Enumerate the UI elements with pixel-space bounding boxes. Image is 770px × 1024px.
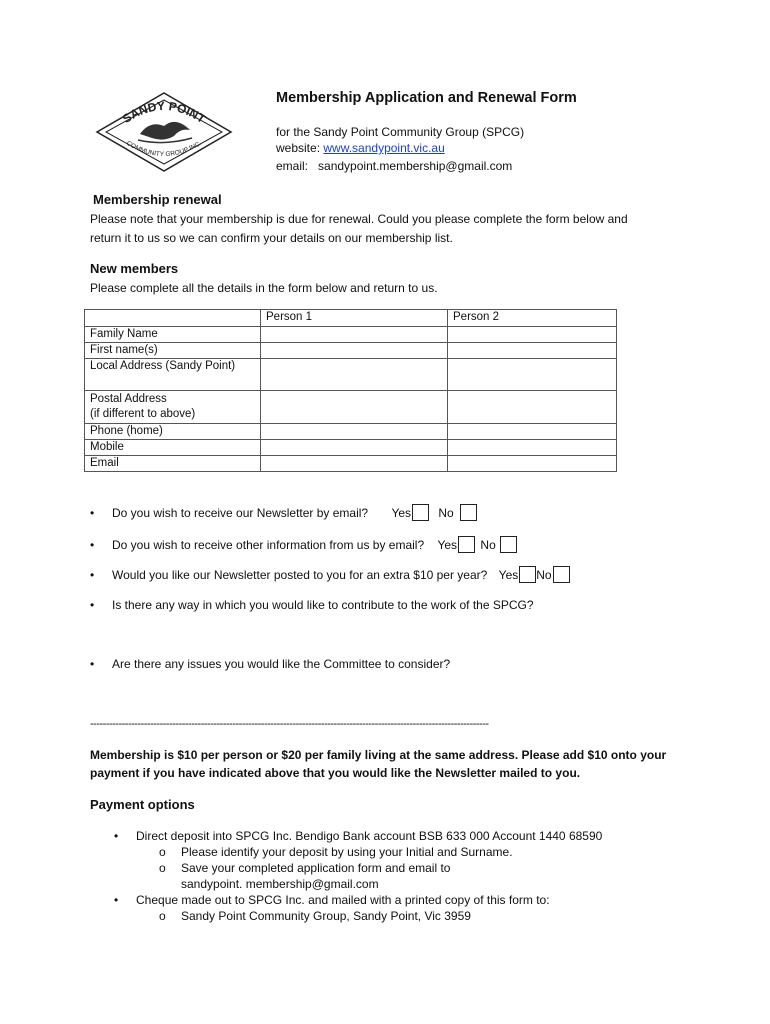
cell-phone-p1[interactable] bbox=[261, 424, 448, 440]
website-label: website: bbox=[276, 141, 321, 155]
table-header-blank bbox=[85, 310, 261, 327]
question-newsletter-post bbox=[90, 566, 570, 583]
bullet: • bbox=[90, 506, 95, 520]
col-person-2: Person 2 bbox=[448, 310, 617, 327]
cell-family-name-p2[interactable] bbox=[448, 327, 617, 343]
row-label-postal-address bbox=[85, 391, 261, 424]
yes-checkbox[interactable] bbox=[519, 566, 536, 583]
postal-address-note: (if different to above) bbox=[90, 408, 196, 420]
question-text: Are there any issues you would like the Committee to consider? bbox=[112, 657, 451, 671]
no-checkbox[interactable] bbox=[500, 536, 517, 553]
question-issues bbox=[90, 657, 450, 671]
question-contribute bbox=[90, 598, 534, 612]
deposit-instruction: Please identify your deposit by using your Initial and Surname. bbox=[181, 845, 513, 859]
renewal-line-1: Please note that your membership is due for renewal. Could you please complete the form below and bbox=[90, 212, 628, 226]
row-label-phone-home: Phone (home) bbox=[85, 424, 261, 440]
new-members-heading: New members bbox=[90, 261, 179, 276]
yes-checkbox[interactable] bbox=[412, 504, 429, 521]
no-label: No bbox=[480, 538, 496, 552]
payment-option-bullet: • bbox=[114, 893, 119, 907]
bullet: • bbox=[90, 538, 95, 552]
question-text: Do you wish to receive other information from us by email? bbox=[112, 538, 425, 552]
question-text: Do you wish to receive our Newsletter by email? bbox=[112, 506, 369, 520]
fee-line-2: payment if you have indicated above that you would like the Newsletter mailed to you. bbox=[90, 766, 581, 780]
email-instruction-address: sandypoint. membership@gmail.com bbox=[181, 877, 379, 891]
cell-mobile-p2[interactable] bbox=[448, 440, 617, 456]
website-link[interactable]: www.sandypoint.vic.au bbox=[323, 141, 445, 155]
cell-first-name-p1[interactable] bbox=[261, 343, 448, 359]
postal-address-label: Postal Address bbox=[90, 393, 167, 405]
row-label-family-name: Family Name bbox=[85, 327, 261, 343]
sandy-point-logo bbox=[94, 90, 234, 174]
bullet: • bbox=[90, 568, 95, 582]
no-checkbox[interactable] bbox=[460, 504, 477, 521]
question-newsletter-email bbox=[90, 504, 477, 521]
yes-label: Yes bbox=[498, 568, 519, 582]
dashed-divider: ------------------------------------------------------------------------------------------------------------------------------ bbox=[90, 718, 489, 730]
email-line bbox=[276, 159, 512, 173]
sub-bullet: o bbox=[159, 909, 166, 923]
question-text: Is there any way in which you would like to contribute to the work of the SPCG? bbox=[112, 598, 534, 612]
yes-label: Yes bbox=[437, 538, 458, 552]
bullet: • bbox=[90, 598, 95, 612]
no-label: No bbox=[438, 506, 454, 520]
member-details-table bbox=[84, 309, 617, 472]
row-label-first-name: First name(s) bbox=[85, 343, 261, 359]
email-instruction: Save your completed application form and email to bbox=[181, 861, 451, 875]
fee-line-1: Membership is $10 per person or $20 per family living at the same address. Please add $10 onto your bbox=[90, 748, 667, 762]
bullet: • bbox=[90, 657, 95, 671]
question-text: Would you like our Newsletter posted to you for an extra $10 per year? bbox=[112, 568, 488, 582]
email-label: email: bbox=[276, 159, 309, 173]
yes-checkbox[interactable] bbox=[458, 536, 475, 553]
email-value: sandypoint.membership@gmail.com bbox=[318, 159, 513, 173]
sub-bullet: o bbox=[159, 845, 166, 859]
cell-email-p1[interactable] bbox=[261, 456, 448, 472]
cell-local-address-p2[interactable] bbox=[448, 359, 617, 391]
renewal-heading: Membership renewal bbox=[93, 192, 222, 207]
new-members-text: Please complete all the details in the form below and return to us. bbox=[90, 281, 438, 295]
no-label: No bbox=[536, 568, 552, 582]
logo-bottom-text: COMMUNITY GROUP INC. bbox=[125, 139, 203, 159]
website-line bbox=[276, 141, 445, 155]
row-label-email: Email bbox=[85, 456, 261, 472]
payment-option-direct-deposit: Direct deposit into SPCG Inc. Bendigo Bank account BSB 633 000 Account 1440 68590 bbox=[136, 829, 603, 843]
payment-heading: Payment options bbox=[90, 797, 195, 812]
yes-label: Yes bbox=[391, 506, 412, 520]
cell-postal-address-p2[interactable] bbox=[448, 391, 617, 424]
renewal-line-2: return it to us so we can confirm your details on our membership list. bbox=[90, 231, 453, 245]
fee-statement bbox=[90, 746, 690, 782]
payment-option-bullet: • bbox=[114, 829, 119, 843]
mailing-address: Sandy Point Community Group, Sandy Point, Vic 3959 bbox=[181, 909, 471, 923]
row-label-mobile: Mobile bbox=[85, 440, 261, 456]
cell-email-p2[interactable] bbox=[448, 456, 617, 472]
question-info-email bbox=[90, 536, 517, 553]
cell-mobile-p1[interactable] bbox=[261, 440, 448, 456]
payment-option-cheque: Cheque made out to SPCG Inc. and mailed with a printed copy of this form to: bbox=[136, 893, 550, 907]
cell-family-name-p1[interactable] bbox=[261, 327, 448, 343]
no-checkbox[interactable] bbox=[553, 566, 570, 583]
row-label-local-address: Local Address (Sandy Point) bbox=[85, 359, 261, 391]
form-title: Membership Application and Renewal Form bbox=[276, 90, 577, 106]
logo-top-text: SANDY POINT bbox=[119, 98, 209, 127]
col-person-1: Person 1 bbox=[261, 310, 448, 327]
cell-first-name-p2[interactable] bbox=[448, 343, 617, 359]
sub-bullet: o bbox=[159, 861, 166, 875]
cell-phone-p2[interactable] bbox=[448, 424, 617, 440]
for-line: for the Sandy Point Community Group (SPCG) bbox=[276, 125, 525, 139]
cell-postal-address-p1[interactable] bbox=[261, 391, 448, 424]
cell-local-address-p1[interactable] bbox=[261, 359, 448, 391]
